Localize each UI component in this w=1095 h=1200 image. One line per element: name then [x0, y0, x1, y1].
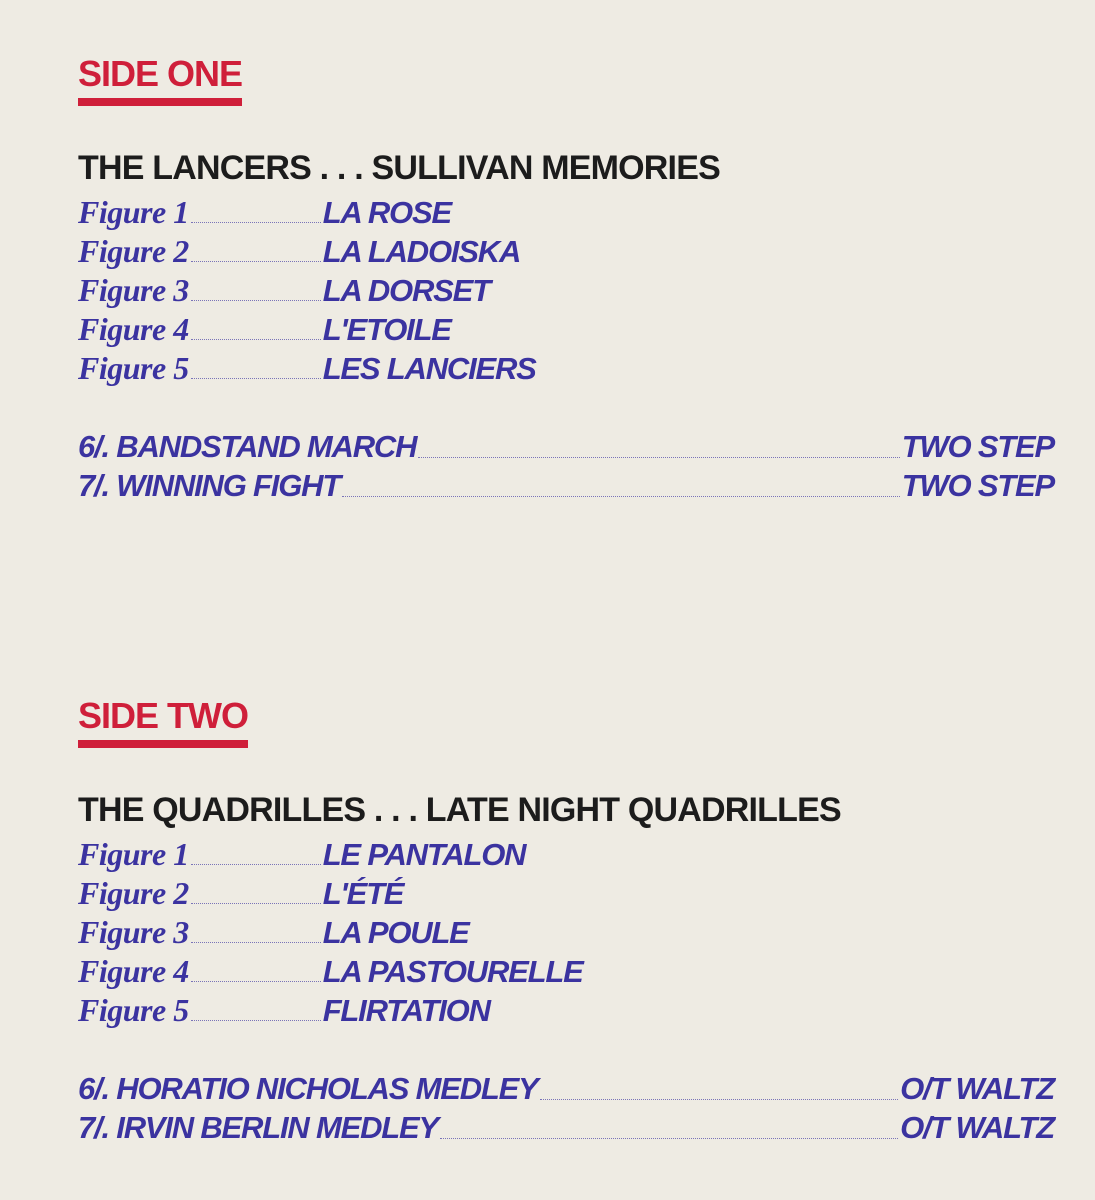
track-row [78, 1110, 1054, 1149]
figure-name: LA POULE [322, 915, 469, 950]
figure-row [78, 953, 1068, 992]
track-row [78, 468, 1054, 507]
figure-name: LA PASTOURELLE [322, 954, 583, 989]
figure-name: LA LADOISKA [322, 234, 521, 269]
dotted-leader [191, 863, 321, 865]
track-title: 6/. BANDSTAND MARCH [78, 429, 417, 464]
dotted-leader [191, 221, 321, 223]
dotted-leader [191, 338, 321, 340]
side-one-figure-list [78, 194, 1068, 389]
figure-label: Figure 4 [78, 311, 189, 347]
dotted-leader [191, 941, 321, 943]
side-one-track-list [78, 429, 1068, 507]
figure-name: LA ROSE [322, 195, 451, 230]
figure-name: L'ÉTÉ [322, 876, 404, 911]
track-row [78, 429, 1054, 468]
figure-row [78, 311, 1068, 350]
figure-name: L'ETOILE [322, 312, 451, 347]
figure-label: Figure 1 [78, 194, 189, 230]
dotted-leader [191, 1019, 321, 1021]
side-two-suite-title: THE QUADRILLES . . . LATE NIGHT QUADRILLES [78, 791, 841, 829]
figure-name: LE PANTALON [322, 837, 526, 872]
side-two-figure-list [78, 836, 1068, 1031]
track-row [78, 1071, 1054, 1110]
figure-row [78, 992, 1068, 1031]
track-dance-style: TWO STEP [901, 468, 1054, 503]
figure-label: Figure 2 [78, 233, 189, 269]
dotted-leader [540, 1098, 898, 1100]
figure-label: Figure 2 [78, 875, 189, 911]
dotted-leader [191, 902, 321, 904]
side-two-heading: SIDE TWO [78, 694, 248, 748]
dotted-leader [191, 299, 321, 301]
dotted-leader [440, 1137, 898, 1139]
dotted-leader [418, 456, 899, 458]
figure-label: Figure 5 [78, 992, 189, 1028]
track-title: 7/. IRVIN BERLIN MEDLEY [78, 1110, 438, 1145]
track-dance-style: O/T WALTZ [900, 1110, 1054, 1145]
figure-row [78, 836, 1068, 875]
track-dance-style: TWO STEP [901, 429, 1054, 464]
figure-row [78, 875, 1068, 914]
side-two-track-list [78, 1071, 1068, 1149]
track-title: 6/. HORATIO NICHOLAS MEDLEY [78, 1071, 538, 1106]
figure-label: Figure 1 [78, 836, 189, 872]
figure-name: LA DORSET [322, 273, 490, 308]
figure-row [78, 194, 1068, 233]
figure-name: FLIRTATION [322, 993, 490, 1028]
figure-row [78, 350, 1068, 389]
track-dance-style: O/T WALTZ [900, 1071, 1054, 1106]
figure-row [78, 272, 1068, 311]
dotted-leader [191, 260, 321, 262]
figure-name: LES LANCIERS [322, 351, 536, 386]
dotted-leader [342, 495, 900, 497]
dotted-leader [191, 980, 321, 982]
side-one-section [78, 52, 1068, 507]
track-title: 7/. WINNING FIGHT [78, 468, 341, 503]
figure-label: Figure 5 [78, 350, 189, 386]
figure-row [78, 233, 1068, 272]
side-one-heading: SIDE ONE [78, 52, 242, 106]
dotted-leader [191, 377, 321, 379]
figure-label: Figure 3 [78, 914, 189, 950]
figure-label: Figure 3 [78, 272, 189, 308]
side-two-section [78, 694, 1068, 1149]
figure-label: Figure 4 [78, 953, 189, 989]
side-one-suite-title: THE LANCERS . . . SULLIVAN MEMORIES [78, 149, 720, 187]
figure-row [78, 914, 1068, 953]
